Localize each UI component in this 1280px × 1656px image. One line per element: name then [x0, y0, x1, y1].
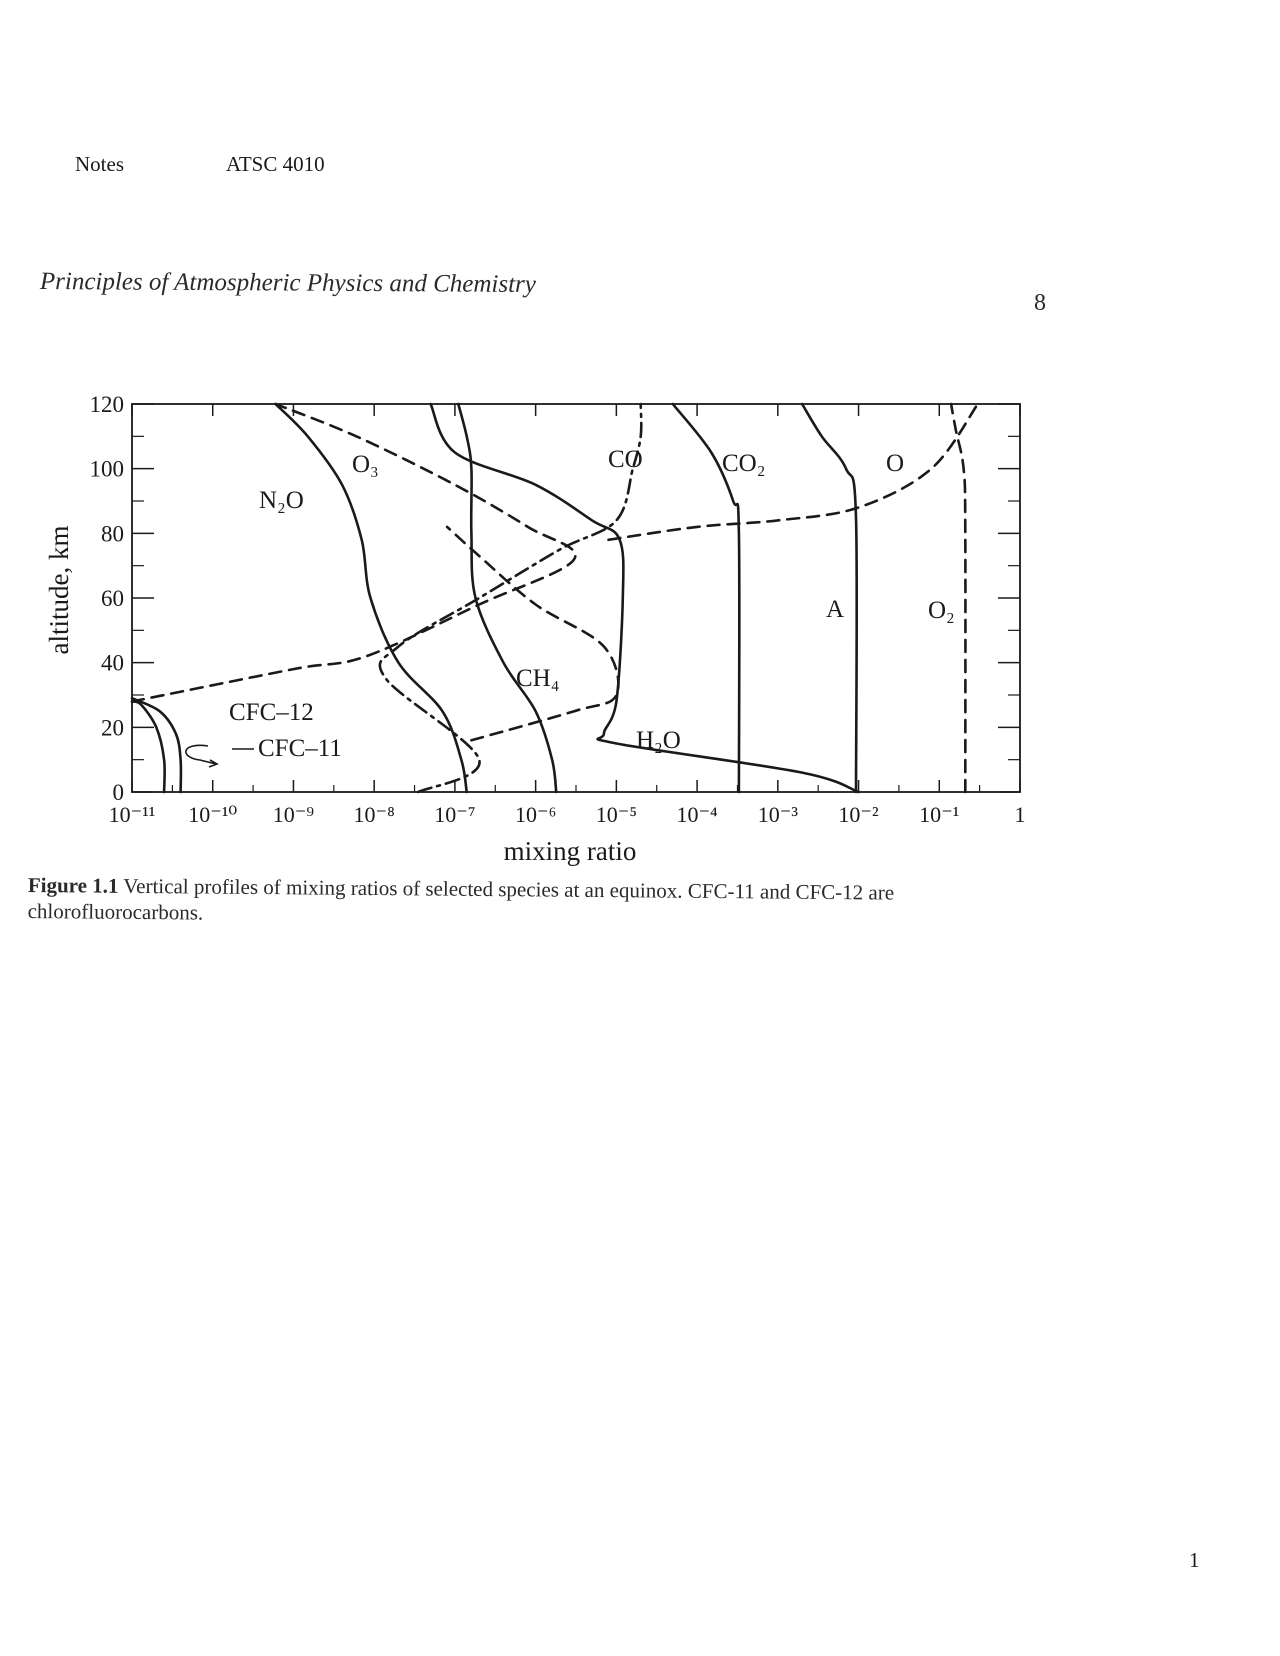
- x-tick-label: 10⁻⁵: [595, 802, 638, 827]
- figure-caption: [28, 872, 1058, 933]
- y-tick-label: 0: [112, 780, 124, 805]
- series-line-cfc-12: [132, 698, 181, 792]
- cfc11-leader: [186, 745, 254, 767]
- x-tick-label: 1: [1014, 802, 1026, 827]
- label-o3: O₃: [352, 451, 379, 478]
- label-o2: O₂: [928, 597, 955, 624]
- figure-label: Figure 1.1: [27, 872, 119, 898]
- course-code: ATSC 4010: [226, 152, 325, 176]
- notes-header: Notes: [75, 152, 124, 176]
- label-cfc11: CFC–11: [258, 735, 342, 762]
- x-tick-label: 10⁻⁶: [514, 802, 557, 827]
- series-line-o-: [132, 404, 575, 702]
- label-co2: CO₂: [722, 450, 766, 477]
- book-page-number: 8: [1034, 290, 1046, 316]
- y-axis-label: altitude, km: [44, 525, 74, 655]
- y-tick-label: 100: [89, 456, 124, 482]
- series-group: [132, 404, 978, 792]
- label-ch4: CH₄: [516, 665, 560, 692]
- y-tick-label: 20: [101, 715, 124, 741]
- series-line-co: [380, 404, 642, 792]
- x-axis-label: mixing ratio: [503, 836, 637, 866]
- label-argon: A: [826, 596, 845, 623]
- series-line-o: [609, 404, 978, 540]
- caption-text: Vertical profiles of mixing ratios of selected species at an equinox. CFC-11 and CFC-12 are chlorofluorocarbons.: [27, 873, 895, 925]
- y-tick-label: 40: [101, 650, 124, 676]
- x-tick-label: 10⁻¹⁰: [188, 802, 238, 827]
- label-h2o: H₂O: [636, 727, 681, 754]
- book-title: Principles of Atmospheric Physics and Chemistry: [39, 268, 537, 299]
- label-co: CO: [608, 446, 643, 473]
- x-tick-label: 10⁻¹: [919, 802, 960, 827]
- x-tick-label: 10⁻³: [757, 802, 798, 827]
- y-tick-label: 80: [101, 521, 124, 547]
- series-line-cfc-11: [132, 702, 165, 793]
- label-o: O: [886, 450, 905, 477]
- x-tick-label: 10⁻²: [838, 802, 879, 827]
- x-tick-label: 10⁻⁸: [353, 802, 395, 827]
- label-cfc12: CFC–12: [229, 699, 314, 726]
- x-tick-label: 10⁻⁷: [434, 802, 476, 827]
- x-tick-label: 10⁻¹¹: [108, 802, 156, 827]
- y-tick-label: 120: [89, 392, 124, 417]
- page-number: 1: [1189, 1548, 1200, 1572]
- label-n2o: N₂O: [259, 487, 304, 514]
- x-tick-label: 10⁻⁴: [676, 802, 718, 827]
- x-tick-label: 10⁻⁹: [272, 802, 315, 827]
- y-tick-label: 60: [101, 586, 124, 611]
